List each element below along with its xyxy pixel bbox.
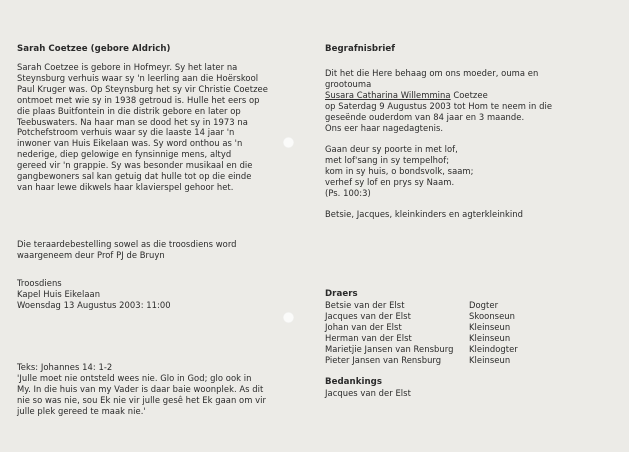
psalm-line: met lof'sang in sy tempelhof; — [325, 154, 450, 165]
bearer-row — [325, 355, 605, 366]
scripture-line: 'Julle moet nie ontsteld wees nie. Glo in God; glo ook in — [17, 372, 252, 383]
bearer-name: Marietjie Jansen van Rensburg — [325, 343, 454, 354]
bio-line: inwoner van Huis Eikelaan was. Sy word onthou as 'n — [17, 138, 243, 149]
psalm-line: Gaan deur sy poorte in met lof, — [325, 144, 458, 154]
bio-line: van haar lewe dikwels haar klavierspel gehoor het. — [17, 181, 234, 192]
bio-line: gereed vir 'n grappie. Sy was besonder musikaal en die — [17, 160, 253, 171]
bearer-name: Herman van der Elst — [325, 332, 412, 343]
deceased-surname: Coetzee — [450, 89, 488, 100]
psalm-line: verhef sy lof en prys sy Naam. — [325, 176, 455, 187]
punch-hole — [283, 312, 294, 323]
bio-line: Paul Kruger was. Op Steynsburg het sy vir Christie Coetzee — [17, 83, 268, 94]
scripture-line: My. In die huis van my Vader is daar baie woonplek. As dit — [17, 383, 264, 394]
bearer-relation: Dogter — [469, 300, 499, 310]
notice-line: op Saterdag 9 Augustus 2003 tot Hom te neem in die — [325, 100, 553, 111]
bearer-row — [325, 311, 605, 322]
bearer-relation: Skoonseun — [469, 310, 516, 321]
bearer-row — [325, 333, 605, 344]
thanks-heading: Bedankings — [325, 377, 382, 387]
bio-line: gangbewoners sal kan getuig dat hulle tot op die einde — [17, 171, 252, 182]
bearers-heading: Draers — [325, 289, 358, 299]
biography-section — [17, 44, 285, 55]
bearer-row — [325, 322, 605, 333]
bio-line: ontmoet met wie sy in 1938 getroud is. Hulle het eers op — [17, 94, 260, 105]
family-line: Betsie, Jacques, kleinkinders en agterkleinkind — [325, 209, 523, 219]
family-signature — [325, 209, 605, 220]
scripture-reference: Teks: Johannes 14: 1-2 — [17, 362, 113, 372]
notice-line: Dit het die Here behaag om ons moeder, ouma en — [325, 68, 539, 78]
notice-line: geseënde ouderdom van 84 jaar en 3 maande. — [325, 111, 525, 122]
service-label: Troosdiens — [17, 278, 62, 288]
bio-line: Potchefstroom verhuis waar sy die laaste 14 jaar 'n — [17, 127, 235, 138]
scripture-line: nie so was nie, sou Ek nie vir julle gesê het Ek gaan om vir — [17, 394, 266, 405]
bearer-name: Jacques van der Elst — [325, 310, 411, 321]
bearer-name: Betsie van der Elst — [325, 300, 405, 310]
thanks-section — [325, 377, 605, 399]
bearer-relation: Kleinseun — [469, 354, 511, 365]
bearer-row — [325, 344, 605, 355]
notice-line: grootouma — [325, 78, 372, 89]
bio-line: nederige, diep gelowige en fynsinnige mens, altyd — [17, 149, 232, 160]
funeral-officiant — [17, 239, 285, 261]
scripture-line: julle plek gereed te maak nie.' — [17, 405, 146, 416]
notice-heading: Begrafnisbrief — [325, 44, 396, 54]
psalm-line: kom in sy huis, o bondsvolk, saam; — [325, 165, 474, 176]
bio-line: Teebuswaters. Na haar man se dood het sy in 1973 na — [17, 116, 248, 127]
bio-line: die plaas Buitfontein in die distrik gebore en later op — [17, 105, 241, 116]
notice-heading-wrap — [325, 44, 605, 55]
thanks-name: Jacques van der Elst — [325, 388, 411, 398]
bio-line: Sarah Coetzee is gebore in Hofmeyr. Sy het later na — [17, 62, 238, 72]
scripture-section — [17, 362, 285, 417]
biography-heading: Sarah Coetzee (gebore Aldrich) — [17, 44, 171, 54]
service-datetime: Woensdag 13 Augustus 2003: 11:00 — [17, 299, 171, 310]
bearer-relation: Kleindogter — [469, 343, 518, 354]
funeral-line: waargeneem deur Prof PJ de Bruyn — [17, 249, 165, 260]
biography-text — [17, 62, 285, 193]
deceased-line — [325, 90, 605, 101]
bearer-name: Johan van der Elst — [325, 321, 402, 332]
funeral-line: Die teraardebestelling sowel as die troosdiens word — [17, 239, 237, 249]
service-details — [17, 278, 285, 311]
punch-hole — [283, 137, 294, 148]
bearers-section — [325, 289, 605, 365]
bearer-row — [325, 300, 605, 311]
notice-line: Ons eer haar nagedagtenis. — [325, 122, 444, 133]
bearer-relation: Kleinseun — [469, 332, 511, 343]
service-venue: Kapel Huis Eikelaan — [17, 288, 101, 299]
death-notice — [325, 68, 605, 133]
bearer-relation: Kleinseun — [469, 321, 511, 332]
bearer-name: Pieter Jansen van Rensburg — [325, 354, 442, 365]
deceased-name: Susara Catharina Willemmina — [325, 89, 451, 100]
psalm-line: (Ps. 100:3) — [325, 187, 371, 198]
psalm-verse — [325, 144, 605, 199]
bio-line: Steynsburg verhuis waar sy 'n leerling aan die Hoërskool — [17, 72, 259, 83]
